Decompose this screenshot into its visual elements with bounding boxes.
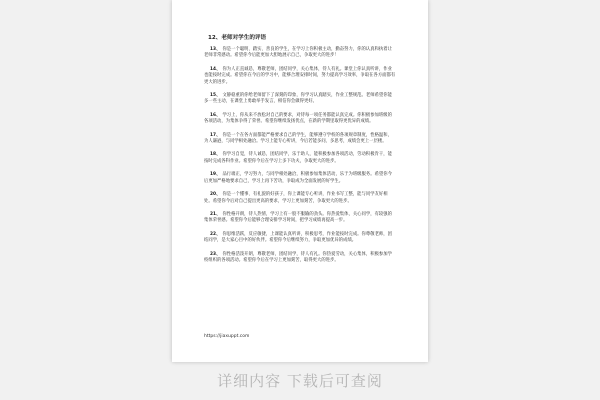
document-title: 12、老师对学生的评语 [208,35,267,41]
comment-text: 你为人正直诚恳，尊敬老师，团结同学，关心集体，待人有礼。课堂上你认真听讲，作业也能按时完成。希望你在今后的学习中，能够合理安排时间，努力提高学习效率，争取在各方面都有更大的进步。 [204,66,396,85]
comment-number: 16、 [210,112,221,118]
comment-text: 你是一个聪明、踏实、善良的学生，在学习上你积极主动，勤奋努力，你的认真和执着让老师非常感动。希望你今后能更加大胆地展示自己，争取更大的进步！ [204,47,392,59]
download-prompt[interactable]: 详细内容 下载后可查阅 [217,372,383,390]
comment-text: 你性格活泼开朗，尊敬老师，团结同学，待人有礼。你热爱劳动，关心集体，积极参加学校组织的各项活动。希望你今后在学习上更加刻苦，取得更大的进步。 [204,251,392,263]
comment-text: 你是一个懂事、有礼貌的好孩子，你上课能专心听讲，作业书写工整，能与同学友好相处。希望你今后对自己提出更高的要求，学习上更加刻苦，争取更大的进步。 [204,192,388,204]
comment-text: 学习上，你从来不放松对自己的要求，对待每一项任务都能认真完成。你积极参加班级的各项活动，为集体争得了荣誉。希望你继续发扬优点，在新的学期里取得更优异的成绩。 [204,112,392,125]
comment-text: 你思维活跃，反应敏捷，上课能认真听讲，积极思考，作业能按时完成。你尊敬老师，团结同学，是大家心目中的好伙伴。希望你今后继续努力，争取更加优异的成绩。 [204,231,392,244]
comment-text: 你性格开朗，待人热情，学习上有一股不服输的劲头。你热爱集体，关心同学，有较强的集体荣誉感。希望你今后能够合理安排学习时间，把学习成绩再提高一步。 [204,211,392,224]
comment-number: 17、 [210,132,221,138]
comment-text: 你学习自觉，待人诚恳，团结同学，乐于助人，能积极参加各项活动，劳动积极肯干，能按时完成各科作业。希望你今后在学习上多下功夫，争取更大的进步。 [204,152,392,164]
comment-number: 18、 [210,152,221,158]
comment-text: 品行端正，学习努力，与同学相处融洽，积极参加集体活动，乐于为班级服务。希望你今后更加严格地要求自己，学习上再下苦功，争取成为全面发展的好学生。 [204,172,392,184]
comment-text: 文静稳重的你给老师留下了深刻的印象，你学习认真踏实，作业工整规范。老师希望你能多一些主动，在课堂上勇敢举手发言，相信你会做得更好。 [204,93,392,105]
comment-number: 15、 [210,93,221,99]
comment-item [204,192,396,205]
comment-item [204,67,396,86]
document-page [172,0,428,362]
comment-item [204,113,396,126]
comment-number: 19、 [210,172,221,178]
comment-list [204,47,396,271]
footer-url: https://jiaxuppt.com [204,334,250,339]
comment-item [204,232,396,245]
comment-number: 22、 [210,231,221,237]
comment-number: 13、 [210,47,221,52]
comment-number: 20、 [210,192,221,198]
comment-number: 23、 [210,251,221,257]
comment-text: 你是一个在各方面都能严格要求自己的学生，能够遵守学校的各项规章制度，性格温和，为人谦逊，与同学相处融洽。学习上能专心听讲，今后若能多问、多思考，成绩会更上一层楼。 [204,132,392,145]
comment-item [204,47,396,60]
comment-item [204,152,396,165]
comment-item [204,252,396,265]
comment-item [204,172,396,185]
comment-number: 14、 [210,66,221,72]
comment-item [204,93,396,106]
comment-number: 21、 [210,211,221,217]
comment-item [204,212,396,225]
comment-item [204,133,396,146]
